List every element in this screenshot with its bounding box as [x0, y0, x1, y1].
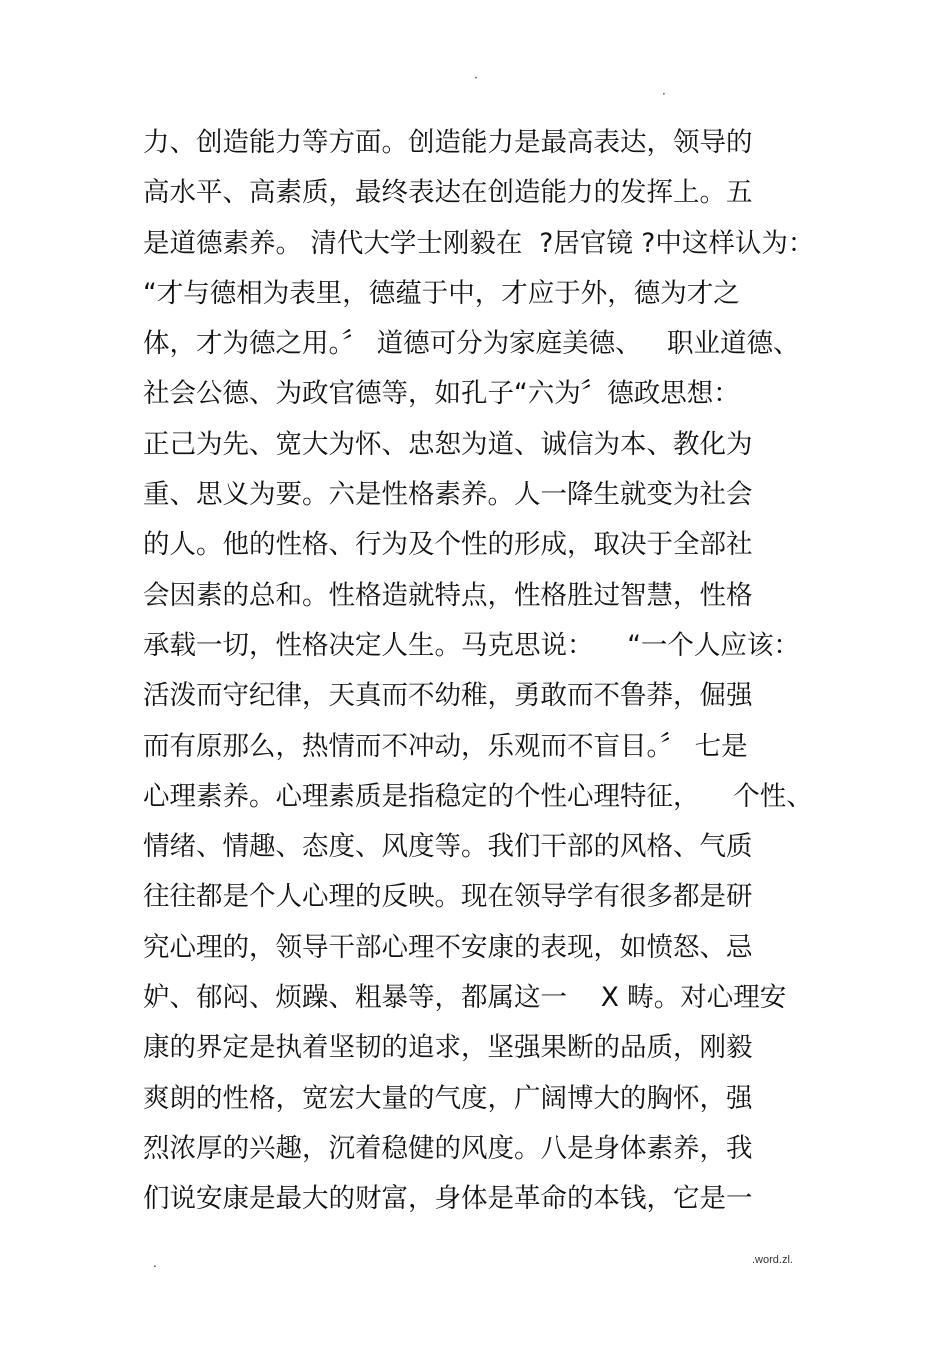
text-line: “才与德相为表里，德蕴于中，才应于外，德为才之	[143, 277, 740, 309]
text-line: 会因素的总和。性格造就特点，性格胜过智慧，性格	[143, 579, 753, 611]
text-line: 高水平、高素质，最终表达在创造能力的发挥上。五	[143, 177, 753, 209]
document-body	[143, 122, 823, 1229]
text-line: 的人。他的性格、行为及个性的形成，取决于全部社	[143, 529, 753, 561]
text-line: 烈浓厚的兴趣，沉着稳健的风度。八是身体素养，我	[143, 1132, 753, 1164]
text-line: 情绪、情趣、态度、风度等。我们干部的风格、气质	[143, 831, 753, 863]
text-line: 是道德素养。 清代大学士刚毅在 ?居官镜 ?中这样认为：	[143, 227, 815, 259]
text-line: 正己为先、宽大为怀、忠恕为道、诚信为本、教化为	[143, 428, 753, 460]
footer-dot: .	[153, 1256, 157, 1270]
text-line: 往往都是个人心理的反映。现在领导学有很多都是研	[143, 881, 753, 913]
text-line: 心理素养。心理素质是指稳定的个性心理特征， 个性、	[143, 780, 813, 812]
text-line: 而有原那么，热情而不冲动，乐观而不盲目。〞 七是	[143, 730, 748, 762]
text-line: 妒、郁闷、烦躁、粗暴等，都属这一 X 畴。对心理安	[143, 982, 787, 1014]
text-line: 活泼而守纪律，天真而不幼稚，勇敢而不鲁莽，倔强	[143, 680, 753, 712]
text-line: 力、创造能力等方面。创造能力是最高表达，领导的	[143, 127, 753, 158]
text-line: 康的界定是执着坚韧的追求，坚强果断的品质，刚毅	[143, 1032, 753, 1064]
text-line: 重、思义为要。六是性格素养。人一降生就变为社会	[143, 479, 753, 511]
text-line: 社会公德、为政官德等，如孔子“六为〞德政思想：	[143, 378, 740, 410]
text-line: 承载一切，性格决定人生。马克思说： “一个人应该：	[143, 629, 800, 661]
text-line: 究心理的，领导干部心理不安康的表现，如愤怒、忌	[143, 931, 753, 963]
text-line: 们说安康是最大的财富，身体是革命的本钱，它是一	[143, 1183, 753, 1215]
header-dot-right: ·	[662, 87, 666, 101]
footer-watermark: .word.zl.	[752, 1254, 793, 1266]
text-line: 体，才为德之用。〞 道德可分为家庭美德、 职业道德、	[143, 328, 800, 360]
header-dot-left: ·	[474, 71, 478, 85]
text-line: 爽朗的性格，宽宏大量的气度，广阔博大的胸怀，强	[143, 1082, 753, 1114]
